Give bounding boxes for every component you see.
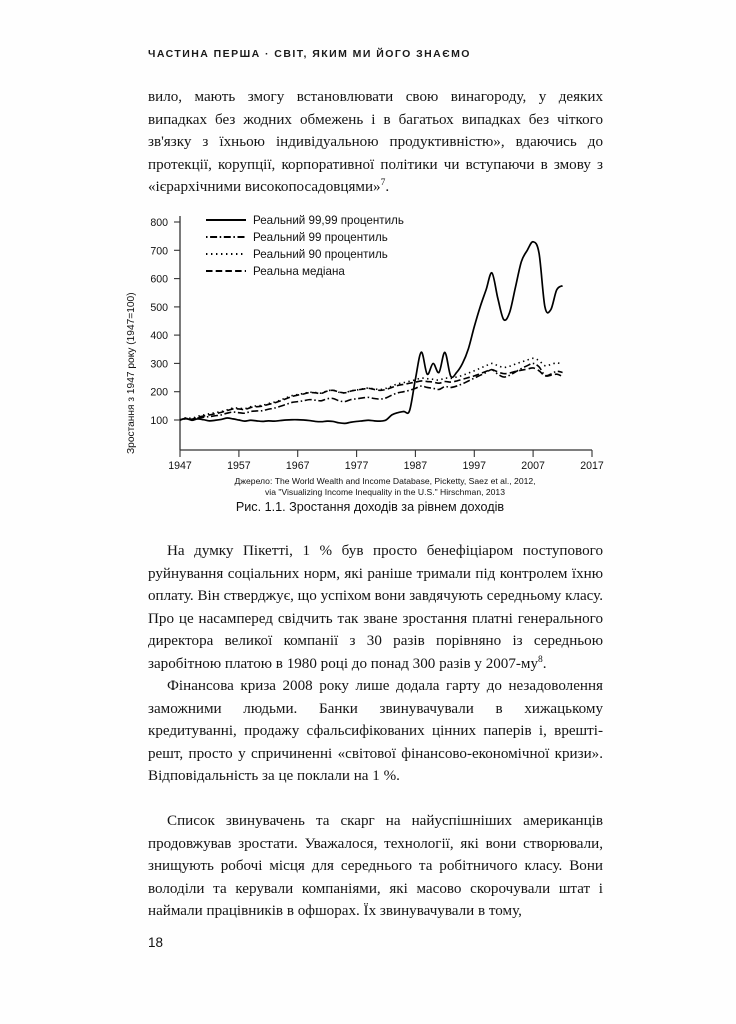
chart-series-layer — [180, 242, 563, 424]
legend-label-1: Реальний 99 процентиль — [253, 231, 388, 244]
x-tick-1957: 1957 — [227, 460, 251, 472]
y-tick-400: 400 — [150, 330, 168, 343]
paragraph-4: Список звинувачень та скарг на найуспішніших американців продовжував зростати. Уважалося, технології, які вони створювали, знищують робочі місця для середнього та робітничого класу. Вони володіли та керували компаніями, які масово скорочували штат і наймали працівників в офшорах. Їх звинувачували в тому, — [148, 813, 603, 920]
body-paragraph-3-block — [148, 675, 603, 788]
figure-source-line-2: via "Visualizing Income Inequality in the U.S." Hirschman, 2013 — [264, 487, 506, 497]
y-tick-200: 200 — [150, 386, 168, 399]
y-tick-100: 100 — [150, 415, 168, 427]
y-tick-800: 800 — [150, 217, 168, 229]
figure-caption: Рис. 1.1. Зростання доходів за рівнем доходів — [235, 500, 505, 514]
y-axis-tick-labels — [150, 217, 168, 427]
series-line-1 — [180, 363, 563, 420]
page-number: 18 — [148, 935, 164, 950]
paragraph-1-period: . — [385, 179, 390, 196]
running-head: ЧАСТИНА ПЕРША · СВІТ, ЯКИМ МИ ЙОГО ЗНАЄМО — [148, 48, 471, 60]
footnote-marker-7: 7 — [380, 178, 386, 189]
paragraph-2 — [148, 540, 603, 676]
x-tick-1987: 1987 — [403, 460, 428, 472]
y-axis-ticks — [174, 222, 180, 420]
body-paragraph-4-block — [148, 810, 603, 923]
x-tick-2007: 2007 — [521, 460, 545, 472]
figure-1-1 — [120, 206, 620, 532]
paragraph-2-text: На думку Пікетті, 1 % був просто бенефіціаром поступового руйнування соціальних норм, які раніше тримали під контролем їхню оплату. Він стверджує, що успіхом вони завдячують середньому класу. Про це насамперед свідчить так зване зростання платні генерального директора великої компанії з 30 разів порівняно із середньою заробітною платою в 1980 році до понад 300 разів у 2007-му — [148, 543, 603, 672]
paragraph-3: Фінансова криза 2008 року лише додала гарту до незадоволення заможними людьми. Банки звинувачували в хижацькому кредитуванні, продажу сфальсифікованих цінних паперів і, врешті-решт, просто у спричиненні «світової фінансово-економічної кризи». Відповідальність за це поклали на 1 %. — [148, 678, 603, 785]
x-axis-tick-labels — [168, 460, 604, 472]
legend-label-2: Реальний 90 процентиль — [253, 248, 388, 261]
figure-source-line-1: Джерело: The World Wealth and Income Database, Picketty, Saez et al., 2012, — [234, 476, 536, 486]
y-axis-title: Зростання з 1947 року (1947=100) — [126, 292, 137, 454]
y-tick-600: 600 — [150, 273, 168, 286]
x-tick-2017: 2017 — [580, 460, 604, 472]
x-axis-ticks — [180, 450, 592, 457]
income-growth-line-chart — [120, 206, 620, 498]
series-line-3 — [180, 368, 563, 420]
x-tick-1997: 1997 — [462, 460, 487, 472]
x-tick-1947: 1947 — [168, 460, 192, 472]
legend-label-3: Реальна медіана — [253, 265, 345, 278]
y-tick-500: 500 — [150, 301, 168, 314]
chart-legend — [206, 214, 404, 278]
legend-label-0: Реальний 99,99 процентиль — [253, 214, 404, 227]
body-paragraph-1-block — [148, 86, 603, 199]
x-tick-1977: 1977 — [344, 460, 369, 472]
series-line-0 — [180, 242, 563, 424]
y-tick-300: 300 — [150, 358, 168, 371]
y-tick-700: 700 — [150, 245, 168, 258]
body-paragraph-2-block — [148, 540, 603, 676]
paragraph-2-period: . — [542, 655, 547, 672]
paragraph-1-text: вило, мають змогу встановлювати свою винагороду, у деяких випадках без жодних обмежень і в багатьох випадках без чіткого зв'язку з їхньою індивідуальною продуктивністю», вдаючись до протекції, корупції, корпоративної політики чи вступаючи в змову з «ієрархічними високопосадовцями» — [148, 89, 603, 196]
x-tick-1967: 1967 — [285, 460, 310, 472]
paragraph-1 — [148, 86, 603, 199]
footnote-marker-8: 8 — [538, 654, 543, 665]
